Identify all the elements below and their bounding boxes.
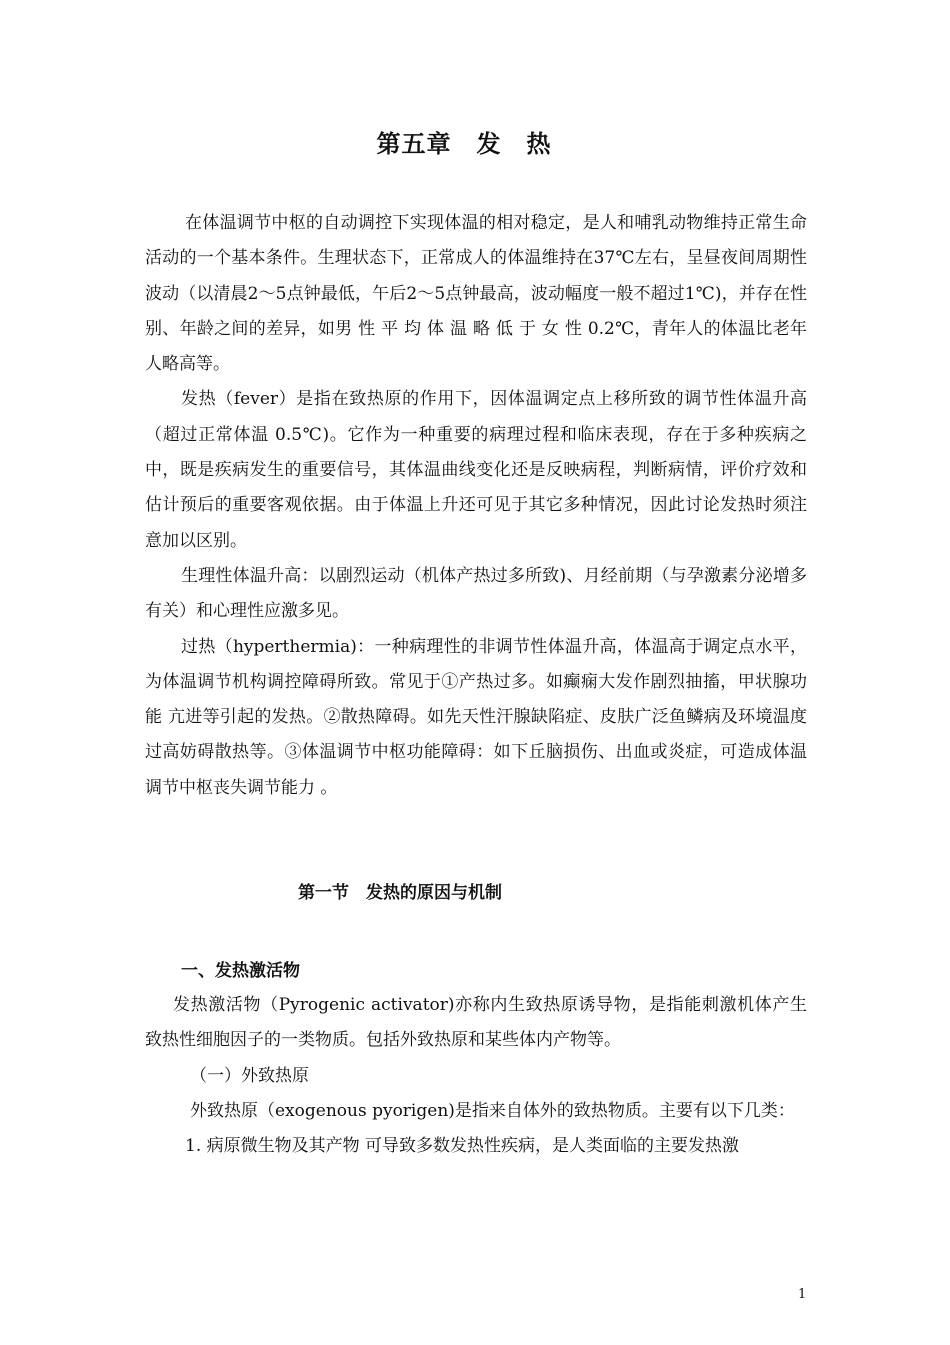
paragraph-thermoregulation: 在体温调节中枢的自动调控下实现体温的相对稳定，是人和哺乳动物维持正常生命活动的一个基本条件。生理状态下，正常成人的体温维持在37℃左右，呈昼夜间周期性波动（以清晨2～5点钟最低，午后2～5点钟最高，波动幅度一般不超过1℃)，并存在性别、年龄之间的差异，如男 性 平 均 体 温 略 低 于 女 性 0.2℃，青年人的体温比老年人略高等。: [145, 213, 807, 375]
subsection-heading: 一、发热激活物: [181, 961, 300, 981]
paragraph-fever-definition: 发热（fever）是指在致热原的作用下，因体温调定点上移所致的调节性体温升高（超过正常体温 0.5℃)。它作为一种重要的病理过程和临床表现，存在于多种疾病之中，既是疾病发生的重要信号，其体温曲线变化还是反映病程，判断病情，评价疗效和估计预后的重要客观依据。由于体温上升还可见于其它多种情况，因此讨论发热时须注意加以区别。: [145, 389, 807, 551]
page-number: 1: [798, 1287, 807, 1302]
chapter-title: 第五章 发 热: [376, 129, 552, 158]
list-item-pathogens: 1. 病原微生物及其产物 可导致多数发热性疾病，是人类面临的主要发热激: [185, 1136, 740, 1157]
paragraph-exogenous-pyrogen: 外致热原（exogenous pyorigen)是指来自体外的致热物质。主要有以下几类：: [190, 1100, 795, 1121]
section-title: 第一节 发热的原因与机制: [298, 883, 502, 903]
section-text: [145, 988, 807, 1164]
subheading-exogenous-pyrogen: （一）外致热原: [190, 1065, 309, 1086]
paragraph-hyperthermia: 过热（hyperthermia)：一种病理性的非调节性体温升高，体温高于调定点水平，为体温调节机构调控障碍所致。常见于①产热过多。如癫痫大发作剧烈抽搐，甲状腺功能 亢进等引起的发热。②散热障碍。如先天性汗腺缺陷症、皮肤广泛鱼鳞病及环境温度过高妨碍散热等。③体温调节中枢功能障碍：如下丘脑损伤、出血或炎症，可造成体温调节中枢丧失调节能力 。: [145, 636, 807, 798]
paragraph-pyrogenic-activator: 发热激活物（Pyrogenic activator)亦称内生致热原诱导物，是指能刺激机体产生致热性细胞因子的一类物质。包括外致热原和某些体内产物等。: [145, 995, 807, 1051]
intro-text: [145, 206, 807, 806]
paragraph-physiological-rise: 生理性体温升高：以剧烈运动（机体产热过多所致)、月经前期（与孕激素分泌增多有关）和心理性应激多见。: [145, 565, 807, 622]
